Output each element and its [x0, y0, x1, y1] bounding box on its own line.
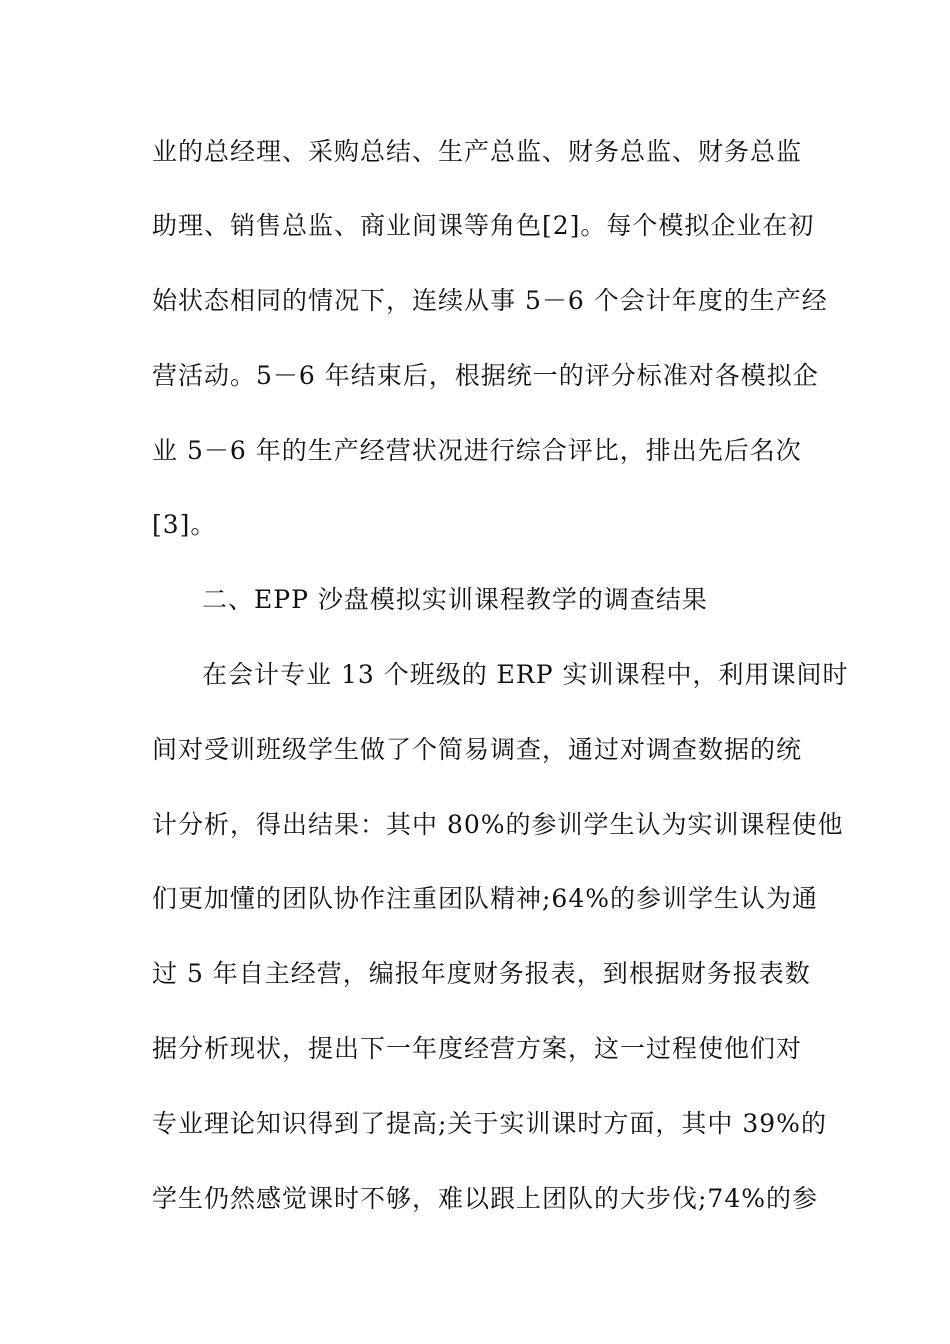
paragraph-line: 间对受训班级学生做了个简易调查，通过对调查数据的统 — [152, 735, 803, 764]
section-heading: 二、EPP 沙盘模拟实训课程教学的调查结果 — [202, 585, 708, 614]
paragraph-line: 在会计专业 13 个班级的 ERP 实训课程中，利用课间时 — [202, 660, 849, 689]
paragraph-line: 助理、销售总监、商业间课等角色[2]。每个模拟企业在初 — [152, 211, 815, 240]
paragraph-line: 学生仍然感觉课时不够，难以跟上团队的大步伐;74%的参 — [152, 1184, 818, 1213]
paragraph-line: 专业理论知识得到了提高;关于实训课时方面，其中 39%的 — [152, 1109, 827, 1138]
paragraph-line: 始状态相同的情况下，连续从事 5－6 个会计年度的生产经 — [152, 286, 828, 315]
paragraph-line: 们更加懂的团队协作注重团队精神;64%的参训学生认为通 — [152, 884, 818, 913]
paragraph-line: 营活动。5－6 年结束后，根据统一的评分标准对各模拟企 — [152, 361, 819, 390]
paragraph-line: 业 5－6 年的生产经营状况进行综合评比，排出先后名次 — [152, 436, 802, 465]
paragraph-line: 业的总经理、采购总结、生产总监、财务总监、财务总监 — [152, 137, 803, 166]
paragraph-line: 过 5 年自主经营，编报年度财务报表，到根据财务报表数 — [152, 959, 811, 988]
paragraph-line: 据分析现状，提出下一年度经营方案，这一过程使他们对 — [152, 1034, 803, 1063]
paragraph-line: [3]。 — [152, 510, 217, 539]
paragraph-line: 计分析，得出结果：其中 80%的参训学生认为实训课程使他 — [152, 810, 844, 839]
